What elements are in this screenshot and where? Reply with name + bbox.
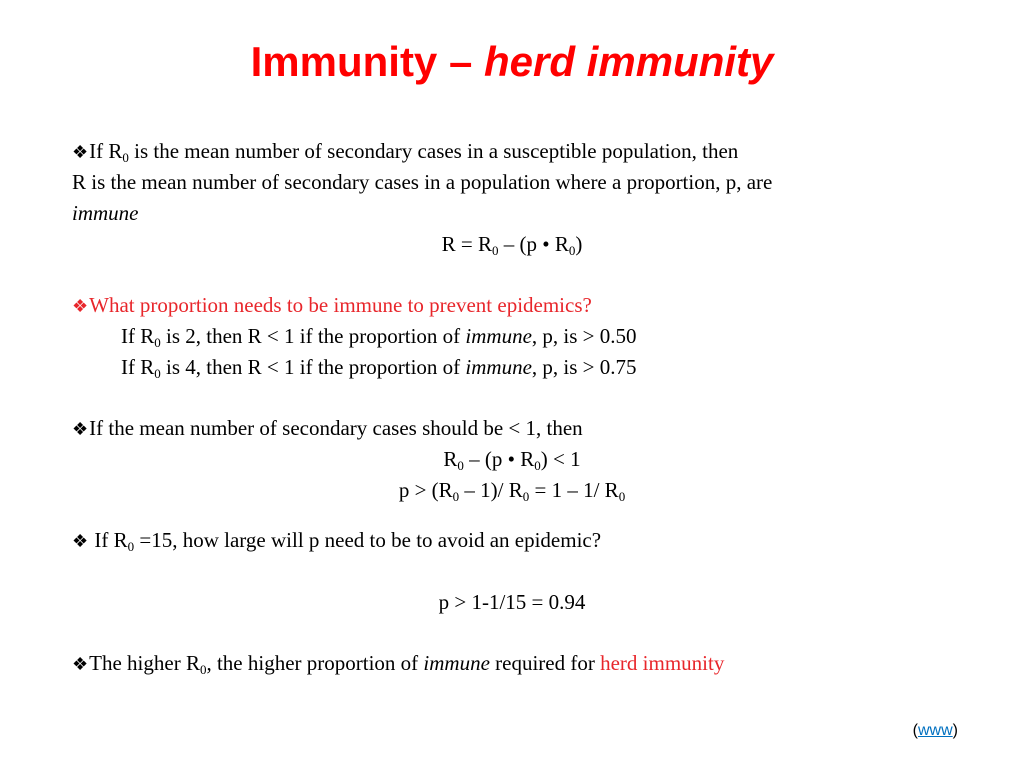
equation-inequality: $R_0 - (p$ • $R_0) < 1$ [443, 447, 581, 473]
bullet-3-line: ❖If the mean number of secondary cases should be < 1, then [72, 416, 583, 440]
title-italic: herd immunity [484, 38, 774, 85]
diamond-bullet-icon: ❖ [72, 654, 89, 674]
equation-r: $R = R_0 - (p$ • $R_0$) [441, 232, 583, 258]
herd-immunity-highlight: herd immunity [600, 651, 725, 675]
www-link[interactable]: www [918, 722, 953, 739]
bullet-1-line-3: immune [72, 201, 139, 225]
bullet-2-row-2: If $R_0$ is 4, then R < 1 if the proportion of immune, p, is > 0.75 [121, 355, 637, 381]
equation-answer: p > 1-1/15 = 0.94 [438, 590, 586, 614]
bullet-2-question: ❖What proportion needs to be immune to prevent epidemics? [72, 293, 592, 317]
diamond-bullet-icon: ❖ [72, 142, 89, 162]
bullet-5-line: ❖The higher $R_0$, the higher proportion of immune required for herd immunity [72, 651, 725, 677]
bullet-4-line: ❖ If $R_0 =15$, how large will p need to be to avoid an epidemic? [72, 528, 602, 554]
bullet-1-line-2: R is the mean number of secondary cases in a population where a proportion, p, are [72, 170, 773, 194]
title-main: Immunity – [250, 38, 484, 85]
bullet-1-line-1: ❖If $R_0$ is the mean number of secondary cases in a susceptible population, then [72, 139, 739, 165]
diamond-bullet-icon: ❖ [72, 531, 89, 551]
source-footer: (www) [912, 722, 958, 739]
slide-title [0, 38, 1024, 86]
diamond-bullet-icon: ❖ [72, 419, 89, 439]
equation-p-threshold: $p > (R_0 - 1)/$ $R_0 = 1 - 1/$ $R_0$ [398, 478, 626, 504]
bullet-2-row-1: If $R_0$ is 2, then R < 1 if the proportion of immune, p, is > 0.50 [121, 324, 637, 350]
diamond-bullet-icon: ❖ [72, 296, 89, 316]
